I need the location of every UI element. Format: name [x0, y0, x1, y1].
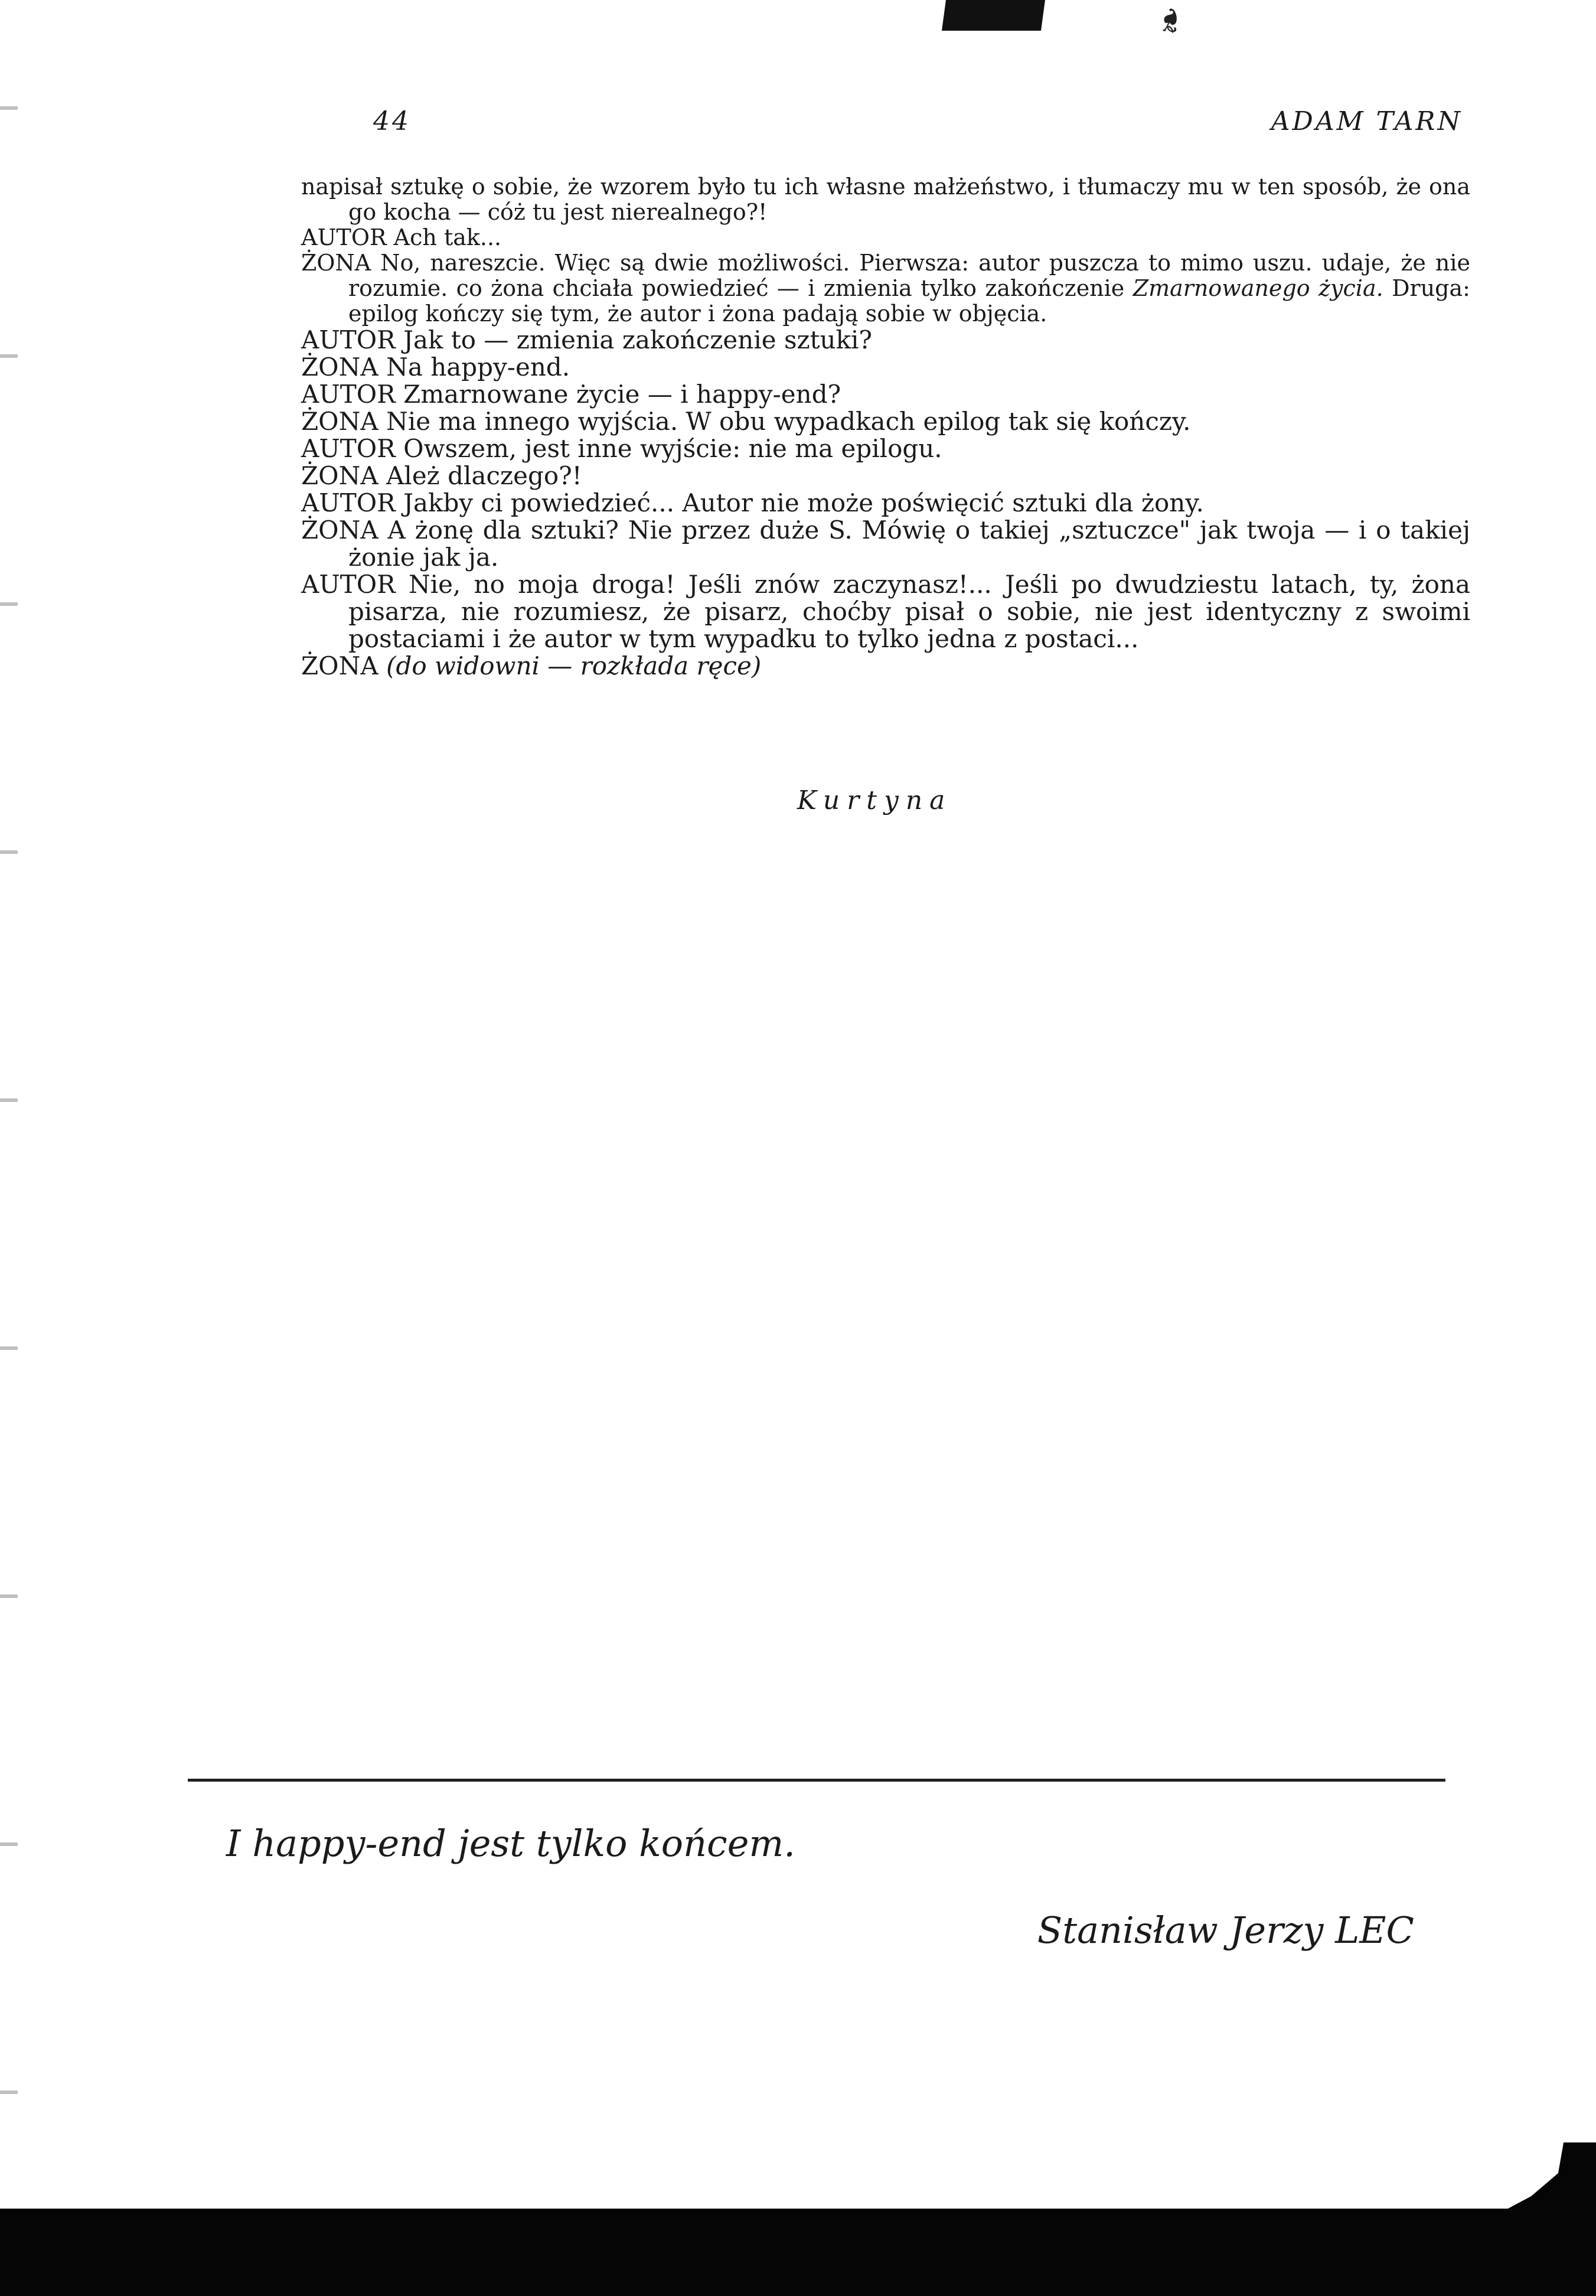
dialogue-line — [301, 408, 1470, 435]
scan-page-curl — [1488, 2142, 1596, 2219]
dialogue-text: Jakby ci powiedzieć... Autor nie może poświęcić sztuki dla żony. — [403, 488, 1204, 517]
dialogue-line — [301, 462, 1470, 490]
speaker-name: AUTOR — [301, 488, 396, 517]
dialogue-line — [301, 327, 1470, 354]
page-number: 44 — [373, 106, 411, 136]
dialogue-text: Jak to — zmienia zakończenie sztuki? — [403, 325, 872, 354]
dialogue-block — [301, 174, 1470, 680]
curtain-line: Kurtyna — [797, 785, 952, 816]
dialogue-text: Ależ dlaczego?! — [386, 461, 582, 490]
play-title: Zmarnowanego życia. — [1132, 275, 1383, 301]
scan-blot — [942, 0, 1045, 31]
speaker-name: ŻONA — [301, 407, 378, 436]
scan-edge-marks — [0, 0, 18, 2185]
stage-direction: (do widowni — rozkłada ręce) — [386, 651, 762, 680]
section-divider — [188, 1779, 1445, 1782]
speaker-name: AUTOR — [301, 570, 396, 599]
speaker-name: ŻONA — [301, 516, 378, 544]
dialogue-line — [301, 225, 1470, 250]
dialogue-line — [301, 653, 1470, 680]
dialogue-text: Na happy-end. — [386, 353, 570, 381]
dialogue-text: napisał sztukę o sobie, że wzorem było tu ich własne małżeństwo, i tłumaczy mu w ten sposób, że ona go kocha — cóż tu jest nierealnego?! — [301, 174, 1470, 225]
dialogue-line — [301, 381, 1470, 408]
dialogue-text: Owszem, jest inne wyjście: nie ma epilogu. — [403, 434, 942, 463]
speaker-name: ŻONA — [301, 461, 378, 490]
dialogue-line — [301, 250, 1470, 327]
epigraph-quote: I happy-end jest tylko końcem. — [226, 1822, 795, 1865]
speaker-name: AUTOR — [301, 434, 396, 463]
speaker-name: AUTOR — [301, 380, 396, 409]
dialogue-text-tail: Druga: epilog kończy się tym, że autor i żona padają sobie w objęcia. — [348, 275, 1470, 327]
dialogue-line — [301, 517, 1470, 571]
dialogue-line — [301, 490, 1470, 517]
scan-bottom-edge — [0, 2209, 1596, 2296]
dialogue-line — [301, 571, 1470, 653]
dialogue-text: Nie, no moja droga! Jeśli znów zaczynasz!... Jeśli po dwudziestu latach, ty, żona pisarza, nie rozumiesz, że pisarz, choćby pisał o sobie, nie jest identyczny z swoimi postaciami i że autor w tym wypadku to tylko jedna z postaci... — [348, 570, 1470, 653]
dialogue-text: No, nareszcie. Więc są dwie możliwości. Pierwsza: autor puszcza to mimo uszu. udaje, że nie rozumie. co żona chciała powiedzieć — i zmienia tylko zakończenie — [348, 250, 1470, 301]
speaker-name: AUTOR — [301, 325, 396, 354]
dialogue-line — [301, 174, 1470, 225]
dialogue-text: Zmarnowane życie — i happy-end? — [403, 380, 841, 409]
speaker-name: AUTOR — [301, 224, 387, 250]
dialogue-text: Ach tak... — [393, 224, 502, 250]
dialogue-line — [301, 354, 1470, 381]
dialogue-line — [301, 435, 1470, 462]
epigraph-author: Stanisław Jerzy LEC — [1037, 1909, 1414, 1952]
speaker-name: ŻONA — [301, 353, 378, 381]
running-head-author: ADAM TARN — [1271, 106, 1463, 136]
corner-stamp-icon: ❧ — [1150, 5, 1192, 36]
speaker-name: ŻONA — [301, 651, 378, 680]
dialogue-text: Nie ma innego wyjścia. W obu wypadkach epilog tak się kończy. — [386, 407, 1191, 436]
dialogue-text: A żonę dla sztuki? Nie przez duże S. Mówię o takiej „sztuczce" jak twoja — i o takiej żonie jak ja. — [348, 516, 1470, 572]
speaker-name: ŻONA — [301, 250, 371, 276]
